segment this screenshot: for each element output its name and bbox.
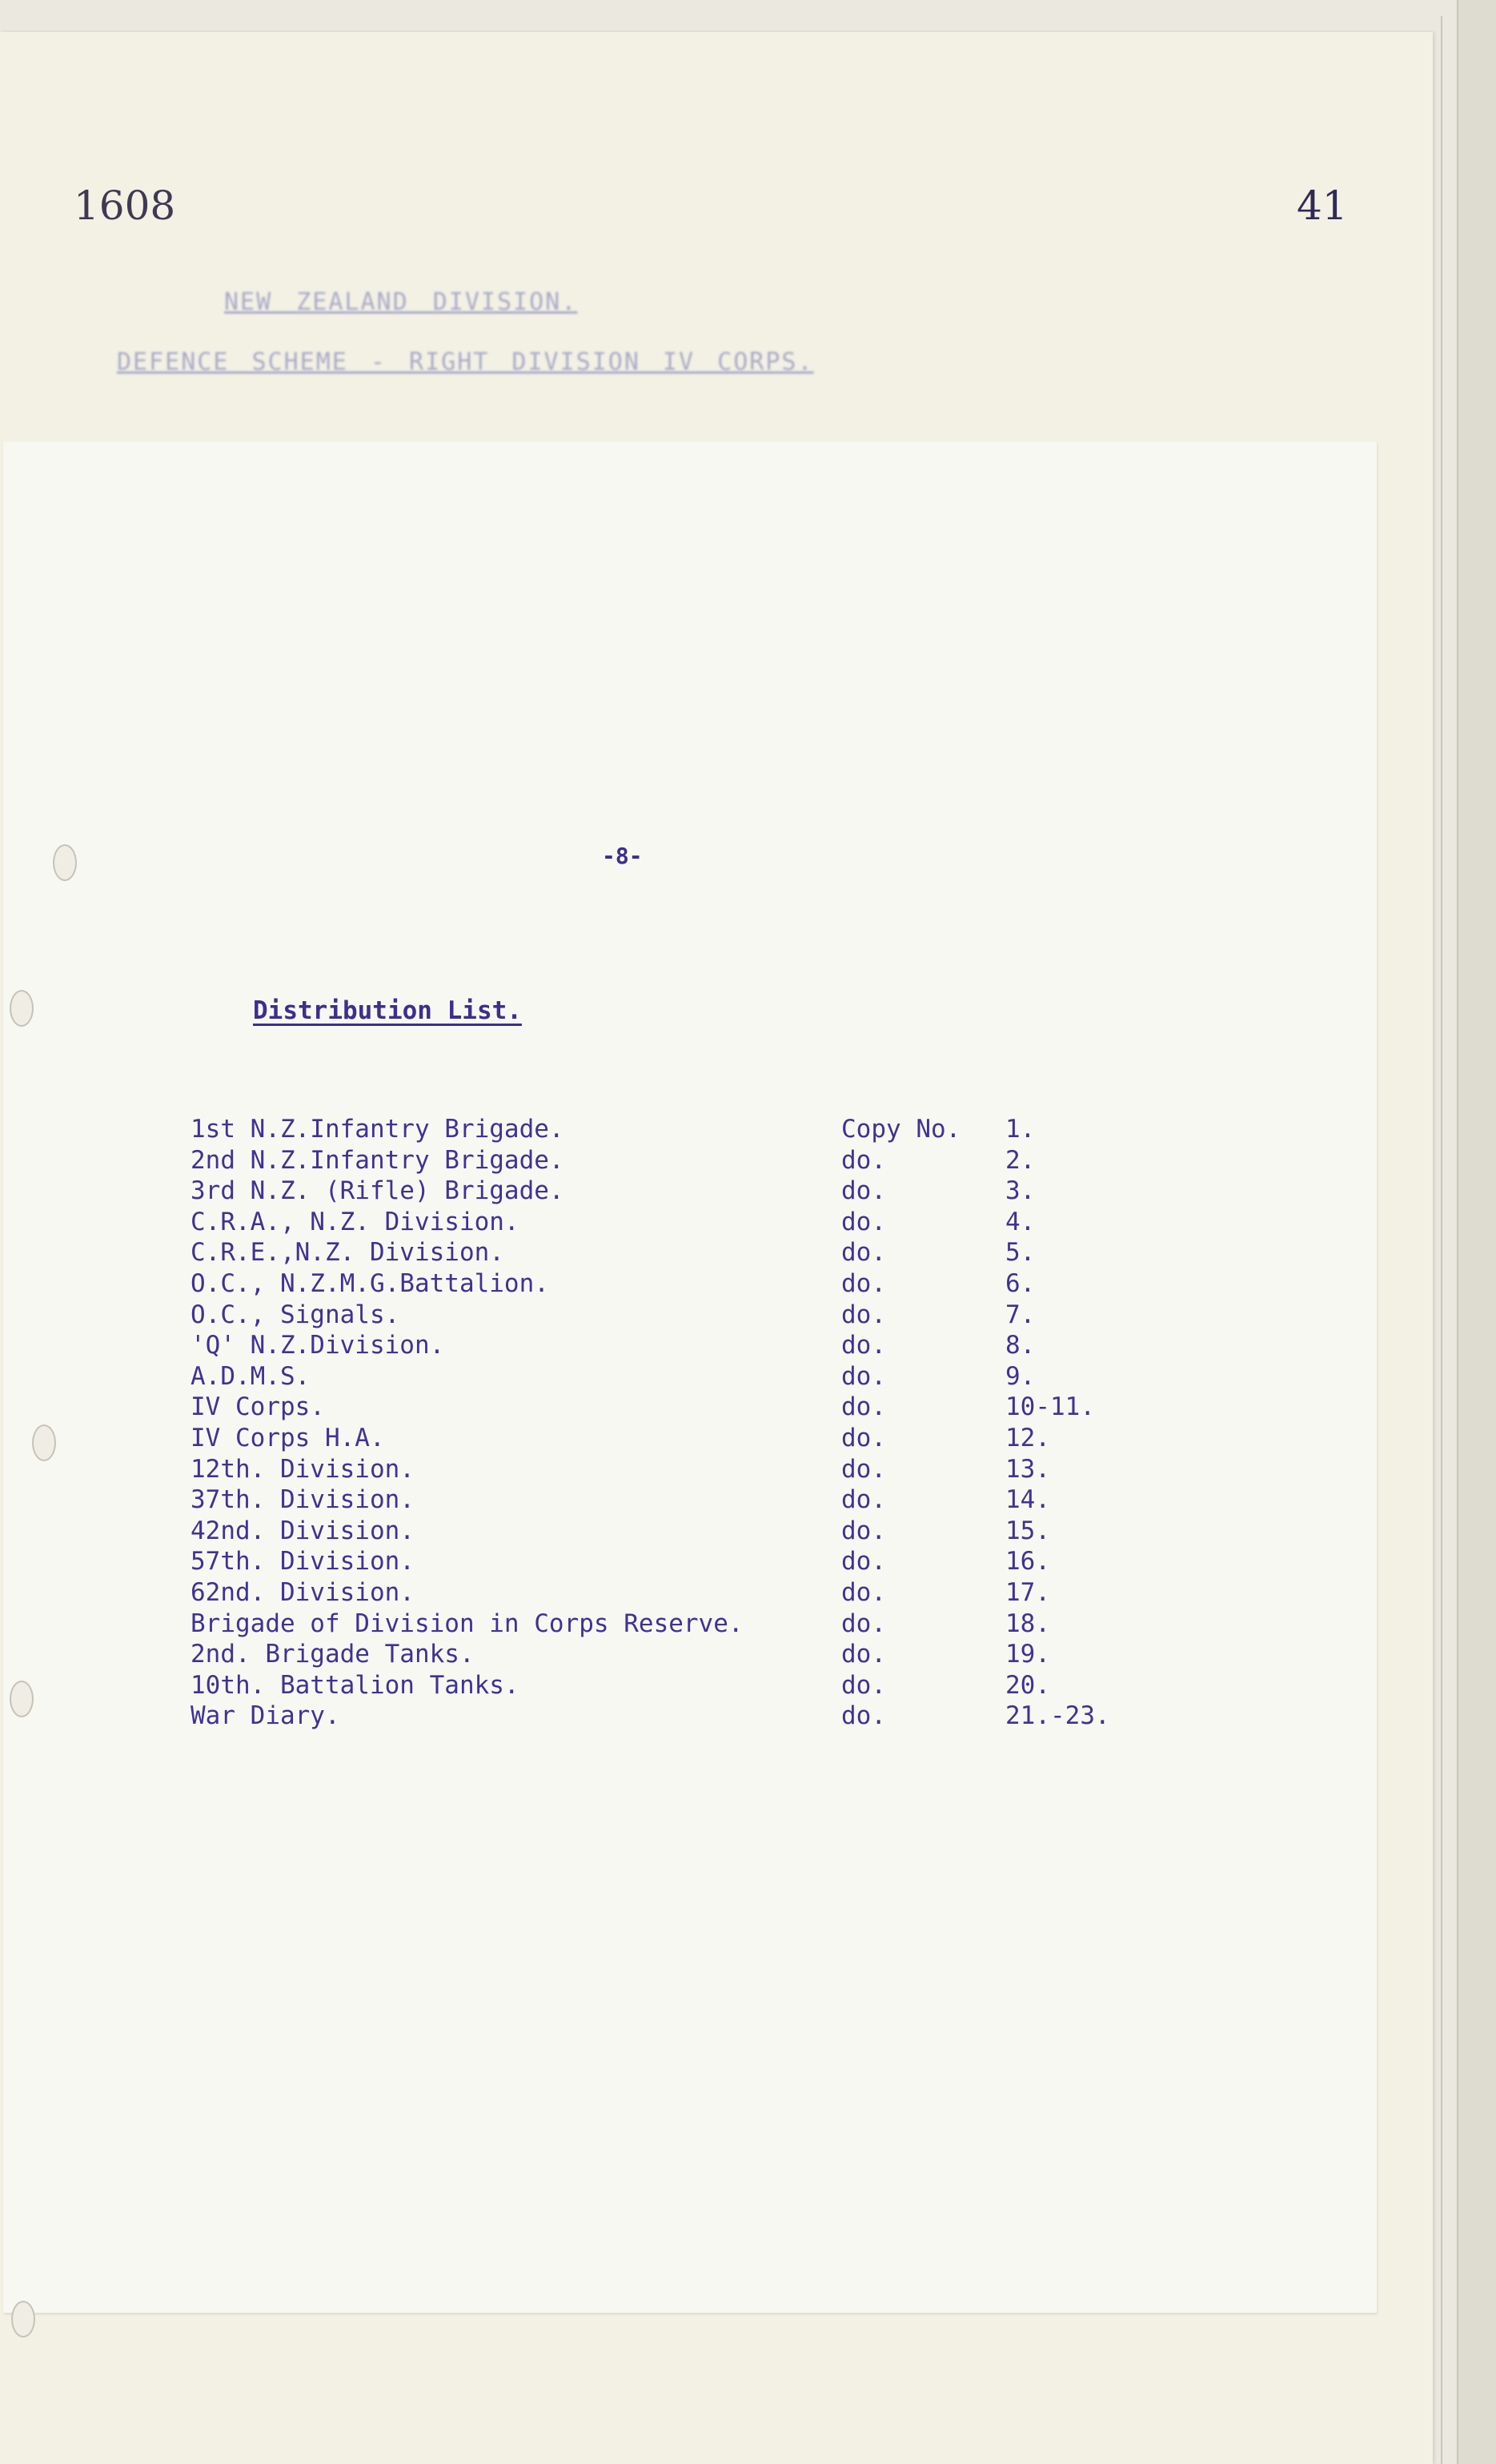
copy-number: 15.	[1005, 1516, 1050, 1545]
distribution-row	[191, 1423, 1191, 1454]
copy-prefix: do.	[841, 1238, 886, 1268]
copy-prefix: do.	[841, 1361, 886, 1391]
recipient-name: O.C., Signals.	[191, 1300, 400, 1329]
punch-hole	[32, 1424, 56, 1461]
distribution-row	[191, 1330, 1191, 1361]
punch-hole	[10, 1681, 34, 1717]
distribution-row	[191, 1609, 1191, 1640]
copy-prefix: do.	[841, 1701, 886, 1731]
distribution-row	[191, 1454, 1191, 1485]
distribution-row	[191, 1484, 1191, 1516]
copy-number: 14.	[1005, 1485, 1050, 1515]
copy-prefix: do.	[841, 1516, 886, 1545]
recipient-name: 37th. Division.	[191, 1485, 415, 1515]
copy-number: 1.	[1005, 1115, 1036, 1144]
punch-hole	[53, 844, 77, 881]
copy-prefix: do.	[841, 1176, 886, 1206]
copy-number: 8.	[1005, 1331, 1036, 1360]
faded-scheme-header: DEFENCE SCHEME - RIGHT DIVISION IV CORPS.	[117, 348, 814, 376]
recipient-name: 2nd. Brigade Tanks.	[191, 1640, 475, 1669]
distribution-table	[191, 1114, 1191, 1732]
copy-number: 21.-23.	[1005, 1701, 1110, 1731]
recipient-name: 2nd N.Z.Infantry Brigade.	[191, 1145, 564, 1175]
copy-number: 20.	[1005, 1670, 1050, 1700]
copy-prefix: do.	[841, 1145, 886, 1175]
copy-number: 19.	[1005, 1640, 1050, 1669]
distribution-row	[191, 1392, 1191, 1423]
folio-number-right: 41	[1297, 182, 1348, 229]
recipient-name: IV Corps H.A.	[191, 1423, 385, 1452]
copy-prefix: do.	[841, 1331, 886, 1360]
recipient-name: O.C., N.Z.M.G.Battalion.	[191, 1268, 549, 1298]
copy-number: 4.	[1005, 1207, 1036, 1236]
faded-division-header: NEW ZEALAND DIVISION.	[224, 288, 578, 316]
copy-prefix: do.	[841, 1454, 886, 1484]
copy-number: 7.	[1005, 1300, 1036, 1329]
distribution-row	[191, 1670, 1191, 1701]
copy-prefix: do.	[841, 1609, 886, 1638]
page-number: -8-	[602, 843, 643, 869]
recipient-name: 12th. Division.	[191, 1454, 415, 1484]
recipient-name: C.R.A., N.Z. Division.	[191, 1207, 519, 1236]
copy-number: 18.	[1005, 1609, 1050, 1638]
distribution-row	[191, 1176, 1191, 1207]
distribution-row	[191, 1639, 1191, 1670]
recipient-name: 62nd. Division.	[191, 1577, 415, 1607]
recipient-name: 1st N.Z.Infantry Brigade.	[191, 1115, 564, 1144]
punch-hole	[11, 2301, 35, 2338]
copy-prefix: do.	[841, 1423, 886, 1452]
recipient-name: Brigade of Division in Corps Reserve.	[191, 1609, 744, 1638]
copy-number: 13.	[1005, 1454, 1050, 1484]
copy-prefix: do.	[841, 1577, 886, 1607]
distribution-row	[191, 1268, 1191, 1300]
copy-number: 10-11.	[1005, 1392, 1095, 1422]
copy-number: 5.	[1005, 1238, 1036, 1268]
distribution-row	[191, 1300, 1191, 1331]
copy-prefix: do.	[841, 1207, 886, 1236]
copy-number: 17.	[1005, 1577, 1050, 1607]
copy-prefix: do.	[841, 1300, 886, 1329]
copy-prefix: do.	[841, 1670, 886, 1700]
distribution-row	[191, 1701, 1191, 1732]
copy-prefix: do.	[841, 1547, 886, 1577]
punch-hole	[10, 990, 34, 1027]
folio-number-left: 1608	[74, 182, 176, 229]
recipient-name: A.D.M.S.	[191, 1361, 311, 1391]
copy-number: 16.	[1005, 1547, 1050, 1577]
copy-prefix: do.	[841, 1392, 886, 1422]
distribution-row	[191, 1516, 1191, 1547]
recipient-name: 10th. Battalion Tanks.	[191, 1670, 519, 1700]
copy-number: 6.	[1005, 1268, 1036, 1298]
copy-prefix: do.	[841, 1640, 886, 1669]
recipient-name: 42nd. Division.	[191, 1516, 415, 1545]
distribution-row	[191, 1237, 1191, 1268]
copy-prefix: do.	[841, 1485, 886, 1515]
recipient-name: War Diary.	[191, 1701, 340, 1731]
distribution-row	[191, 1361, 1191, 1392]
copy-number: 12.	[1005, 1423, 1050, 1452]
distribution-row	[191, 1207, 1191, 1238]
recipient-name: 3rd N.Z. (Rifle) Brigade.	[191, 1176, 564, 1206]
distribution-row	[191, 1577, 1191, 1609]
copy-number: 3.	[1005, 1176, 1036, 1206]
distribution-list-title: Distribution List.	[253, 996, 522, 1025]
copy-prefix: Copy No.	[841, 1115, 961, 1144]
recipient-name: C.R.E.,N.Z. Division.	[191, 1238, 504, 1268]
distribution-row	[191, 1546, 1191, 1577]
recipient-name: 'Q' N.Z.Division.	[191, 1331, 445, 1360]
recipient-name: 57th. Division.	[191, 1547, 415, 1577]
copy-number: 9.	[1005, 1361, 1036, 1391]
recipient-name: IV Corps.	[191, 1392, 325, 1422]
distribution-row	[191, 1145, 1191, 1176]
distribution-row	[191, 1114, 1191, 1145]
copy-number: 2.	[1005, 1145, 1036, 1175]
copy-prefix: do.	[841, 1268, 886, 1298]
